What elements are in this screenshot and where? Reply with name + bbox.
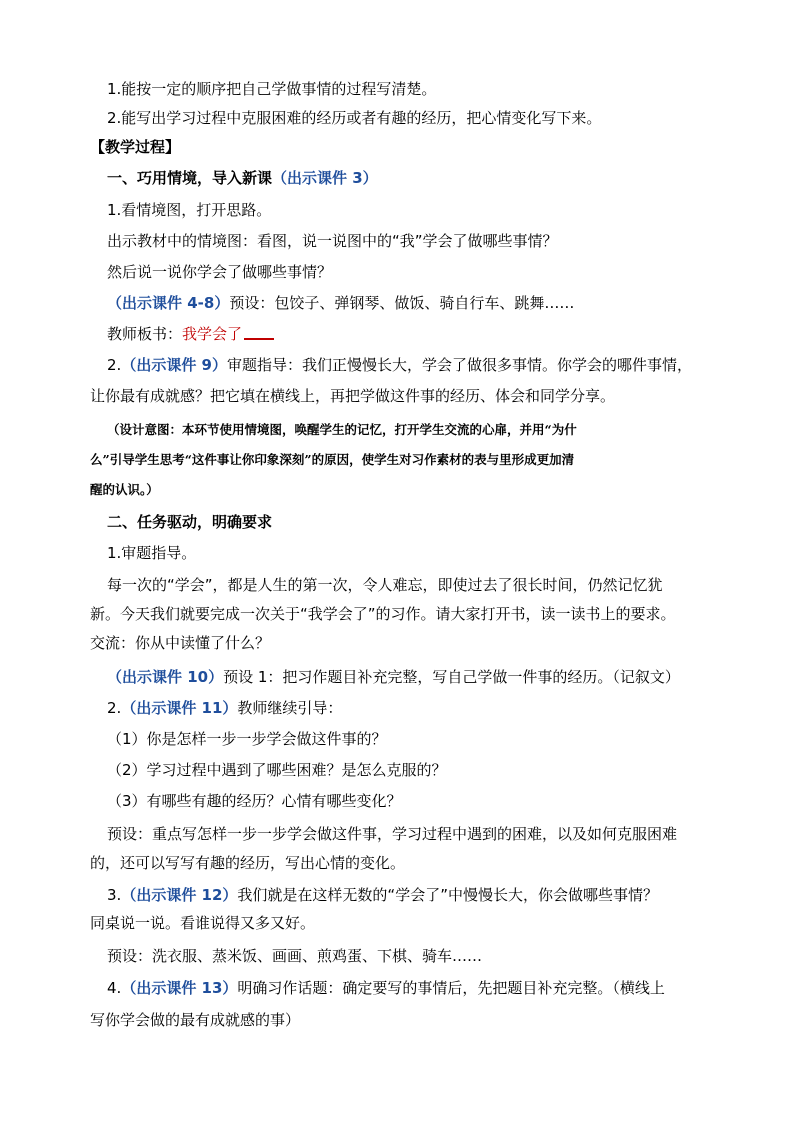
part1-preset-line bbox=[107, 293, 574, 313]
part2-step3-b: 同桌说一说。看谁说得又多又好。 bbox=[90, 914, 316, 932]
part1-heading: 一、巧用情境，导入新课 bbox=[107, 169, 273, 187]
question-1: （1）你是怎样一步一步学会做这件事的？ bbox=[107, 730, 387, 748]
part1-step2-num: 2. bbox=[107, 356, 122, 374]
part2-step2-num: 2. bbox=[107, 699, 122, 717]
part2-preset3: 预设：洗衣服、蒸米饭、画画、煎鸡蛋、下棋、骑车…… bbox=[107, 947, 483, 965]
part1-then: 然后说一说你学会了做哪些事情？ bbox=[107, 263, 333, 281]
part2-para-a: 每一次的“学会”，都是人生的第一次，令人难忘，即使过去了很长时间，仍然记忆犹 bbox=[107, 576, 663, 594]
part2-step4-ref: （出示课件 13） bbox=[121, 979, 238, 997]
design-text-a: 本环节使用情境图，唤醒学生的记忆，打开学生交流的心扉，并用“为什 bbox=[182, 422, 577, 437]
part1-step2-a: 审题指导：我们正慢慢长大，学会了做很多事情。你学会的哪件事情， bbox=[226, 356, 692, 374]
design-line-2: 么”引导学生思考“这件事让你印象深刻”的原因，使学生对习作素材的表与里形成更加清 bbox=[90, 452, 575, 467]
part2-step3-line bbox=[107, 885, 658, 905]
question-2: （2）学习过程中遇到了哪些困难？是怎么克服的？ bbox=[107, 761, 447, 779]
design-line-3: 醒的认识。） bbox=[90, 482, 159, 497]
part1-step2-ref: （出示课件 9） bbox=[121, 356, 227, 374]
fill-in-blank bbox=[244, 324, 274, 340]
part1-preset: 预设：包饺子、弹钢琴、做饭、骑自行车、跳舞…… bbox=[229, 294, 575, 312]
part2-preset1: 预设 1：把习作题目补充完整，写自己学做一件事的经历。（记叙文） bbox=[223, 668, 680, 686]
part2-step3-num: 3. bbox=[107, 886, 122, 904]
ref-4-8: （出示课件 4-8） bbox=[107, 294, 230, 312]
part2-preset2-a: 预设：重点写怎样一步一步学会做这件事，学习过程中遇到的困难，以及如何克服困难 bbox=[107, 825, 678, 843]
part2-step4-b: 写你学会做的最有成就感的事） bbox=[90, 1011, 301, 1029]
part2-step4-line bbox=[107, 978, 665, 998]
design-label: （设计意图： bbox=[107, 422, 183, 437]
part1-step2-line bbox=[107, 355, 692, 375]
board-label: 教师板书： bbox=[107, 325, 183, 343]
part2-step2-text: 教师继续引导： bbox=[237, 699, 343, 717]
part2-step3-ref: （出示课件 12） bbox=[121, 886, 238, 904]
part2-step4-num: 4. bbox=[107, 979, 122, 997]
part2-step2-ref: （出示课件 11） bbox=[121, 699, 238, 717]
part1-heading-ref: （出示课件 3） bbox=[272, 169, 378, 187]
section-title: 【教学过程】 bbox=[90, 138, 181, 156]
part2-step3-a: 我们就是在这样无数的“学会了”中慢慢长大，你会做哪些事情？ bbox=[237, 886, 658, 904]
part2-preset2-b: 的，还可以写写有趣的经历，写出心情的变化。 bbox=[90, 854, 406, 872]
part2-step1: 1.审题指导。 bbox=[107, 544, 197, 562]
board-line bbox=[107, 324, 274, 344]
design-line-1 bbox=[107, 420, 577, 440]
part1-step1: 1.看情境图，打开思路。 bbox=[107, 201, 272, 219]
part2-step2-line bbox=[107, 698, 342, 718]
part2-step4-a: 明确习作话题：确定要写的事情后，先把题目补充完整。（横线上 bbox=[237, 979, 665, 997]
part1-intro: 出示教材中的情境图：看图，说一说图中的“我”学会了做哪些事情？ bbox=[107, 232, 558, 250]
goal-2: 2.能写出学习过程中克服困难的经历或者有趣的经历，把心情变化写下来。 bbox=[107, 109, 602, 127]
goal-1: 1.能按一定的顺序把自己学做事情的过程写清楚。 bbox=[107, 80, 437, 98]
part2-heading: 二、任务驱动，明确要求 bbox=[107, 513, 273, 531]
part2-para-c: 交流：你从中读懂了什么？ bbox=[90, 634, 271, 652]
board-text: 我学会了 bbox=[182, 325, 243, 343]
part1-heading-line bbox=[107, 168, 378, 188]
part1-step2-b: 让你最有成就感？把它填在横线上，再把学做这件事的经历、体会和同学分享。 bbox=[90, 387, 616, 405]
ref-10: （出示课件 10） bbox=[107, 668, 224, 686]
part2-para-b: 新。今天我们就要完成一次关于“我学会了”的习作。请大家打开书，读一读书上的要求。 bbox=[90, 605, 676, 623]
part2-preset1-line bbox=[107, 667, 680, 687]
question-3: （3）有哪些有趣的经历？心情有哪些变化？ bbox=[107, 792, 402, 810]
